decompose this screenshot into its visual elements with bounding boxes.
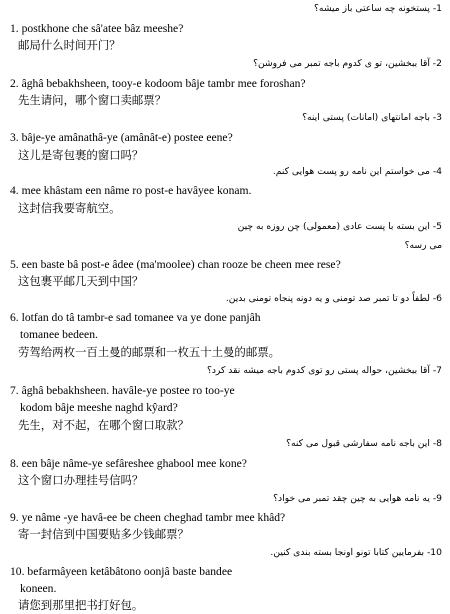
item-4-chinese-line-1: 这封信我要寄航空。 [18,201,121,215]
item-6-transliteration-line-1: 6. lotfan do tâ tambr-e sad tomanee va ye done panjâh [10,311,261,324]
item-1-transliteration-line-1: 1. postkhone che sâ'atee bâz meeshe? [10,22,184,35]
item-8-transliteration-line-1: 8. een bâje nâme-ye sefâreshee ghabool mee kone? [10,457,247,470]
item-7-chinese-line-1: 先生，对不起，在哪个窗口取款？ [18,418,189,432]
item-10-chinese-line-1: 请您到那里把书打好包。 [18,598,144,612]
item-10-transliteration-line-2: koneen. [20,582,57,595]
item-1-persian-line-1: 1- پستخونه چه ساعتی باز میشه؟ [314,3,442,14]
item-5-persian-line-1: 5- این بسته با پست عادی (معمولی) چن روزه به چین [237,221,442,232]
item-2-chinese-line-1: 先生请问，哪个窗口卖邮票？ [18,93,167,107]
item-3-transliteration-line-1: 3. bâje-ye amânathâ-ye (amânât-e) postee eene? [10,131,233,144]
item-6-transliteration-line-2: tomanee bedeen. [20,328,98,341]
item-10-persian-line-1: 10- بفرمایین کتابا تونو اونجا بسته بندی کنین. [270,547,442,558]
item-9-persian-line-1: 9- یه نامه هوایی به چین چقد تمبر می خواد؟ [273,493,442,504]
item-1-chinese-line-1: 邮局什么时间开门？ [18,38,121,52]
item-6-chinese-line-1: 劳驾给两枚一百土曼的邮票和一枚五十土曼的邮票。 [18,345,280,359]
item-2-transliteration-line-1: 2. âghâ bebakhsheen, tooy-e kodoom bâje tambr mee foroshan? [10,77,306,90]
item-7-transliteration-line-1: 7. âghâ bebakhsheen. havâle-ye postee ro too-ye [10,384,235,397]
item-4-transliteration-line-1: 4. mee khâstam een nâme ro post-e havâyee konam. [10,184,252,197]
item-8-chinese-line-1: 这个窗口办理挂号信吗？ [18,473,144,487]
item-5-chinese-line-1: 这包裹平邮几天到中国？ [18,274,144,288]
item-6-persian-line-1: 6- لطفاً دو تا تمبر صد تومنی و یه دونه پنجاه تومنی بدین. [225,293,442,304]
item-7-transliteration-line-2: kodom bâje meeshe naghd kŷard? [20,401,178,414]
item-4-persian-line-1: 4- می خواستم این نامه رو پست هوایی کنم. [272,166,442,177]
item-8-persian-line-1: 8- این باجه نامه سفارشی قبول می کنه؟ [286,438,442,449]
item-3-persian-line-1: 3- باجه امانتهای (امانات) پستی اینه؟ [302,112,442,123]
item-5-transliteration-line-1: 5. een baste bâ post-e âdee (ma'moolee) chan rooze be cheen mee rese? [10,258,341,271]
item-3-chinese-line-1: 这儿是寄包裹的窗口吗？ [18,148,144,162]
item-5-persian-line-2: می رسه؟ [404,240,442,251]
item-7-persian-line-1: 7- آقا ببخشین، حواله پستی رو توی کدوم باجه میشه نقد کرد؟ [206,365,442,376]
item-9-chinese-line-1: 寄一封信到中国要贴多少钱邮票？ [18,527,189,541]
item-9-transliteration-line-1: 9. ye nâme -ye havâ-ee be cheen cheghad tambr mee khâd? [10,511,286,524]
item-10-transliteration-line-1: 10. befarmâyeen ketâbâtono oonjâ baste bandee [10,565,233,578]
item-2-persian-line-1: 2- آقا ببخشین، تو ی کدوم باجه تمبر می فروشن؟ [253,58,442,69]
